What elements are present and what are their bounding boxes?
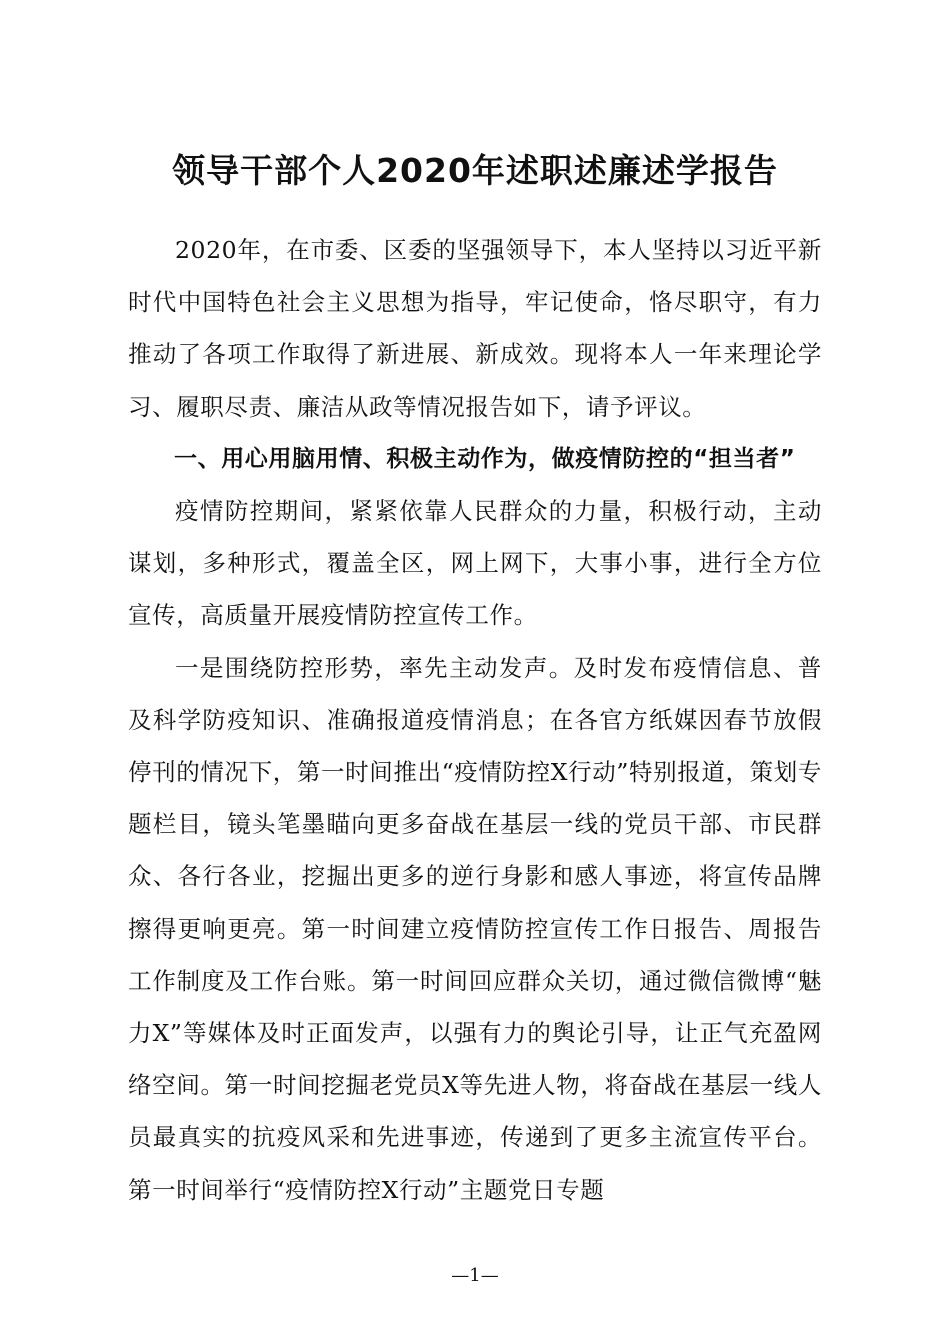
page-number: —1— <box>451 1265 499 1286</box>
document-title: 领导干部个人2020年述职述廉述学报告 <box>172 151 778 190</box>
section-heading-1: 一、用心用脑用情、积极主动作为，做疫情防控的“担当者” <box>174 445 796 472</box>
intro-paragraph: 2020年，在市委、区委的坚强领导下，本人坚持以习近平新时代中国特色社会主义思想为指导，牢记使命，恪尽职守，有力推动了各项工作取得了新进展、新成效。现将本人一年来理论学习、履职尽责、廉洁从政等情况报告如下，请予评议。 <box>128 236 822 421</box>
document-body <box>128 224 822 1216</box>
body-paragraph: 疫情防控期间，紧紧依靠人民群众的力量，积极行动，主动谋划，多种形式，覆盖全区，网上网下，大事小事，进行全方位宣传，高质量开展疫情防控宣传工作。 <box>128 497 822 630</box>
body-paragraph: 一是围绕防控形势，率先主动发声。及时发布疫情信息、普及科学防疫知识、准确报道疫情消息；在各官方纸媒因春节放假停刊的情况下，第一时间推出“疫情防控X行动”特别报道，策划专题栏目，镜头笔墨瞄向更多奋战在基层一线的党员干部、市民群众、各行各业，挖掘出更多的逆行身影和感人事迹，将宣传品牌擦得更响更亮。第一时间建立疫情防控宣传工作日报告、周报告工作制度及工作台账。第一时间回应群众关切，通过微信微博“魅力X”等媒体及时正面发声，以强有力的舆论引导，让正气充盈网络空间。第一时间挖掘老党员X等先进人物，将奋战在基层一线人员最真实的抗疫风采和先进事迹，传递到了更多主流宣传平台。第一时间举行“疫情防控X行动”主题党日专题 <box>128 653 822 1204</box>
